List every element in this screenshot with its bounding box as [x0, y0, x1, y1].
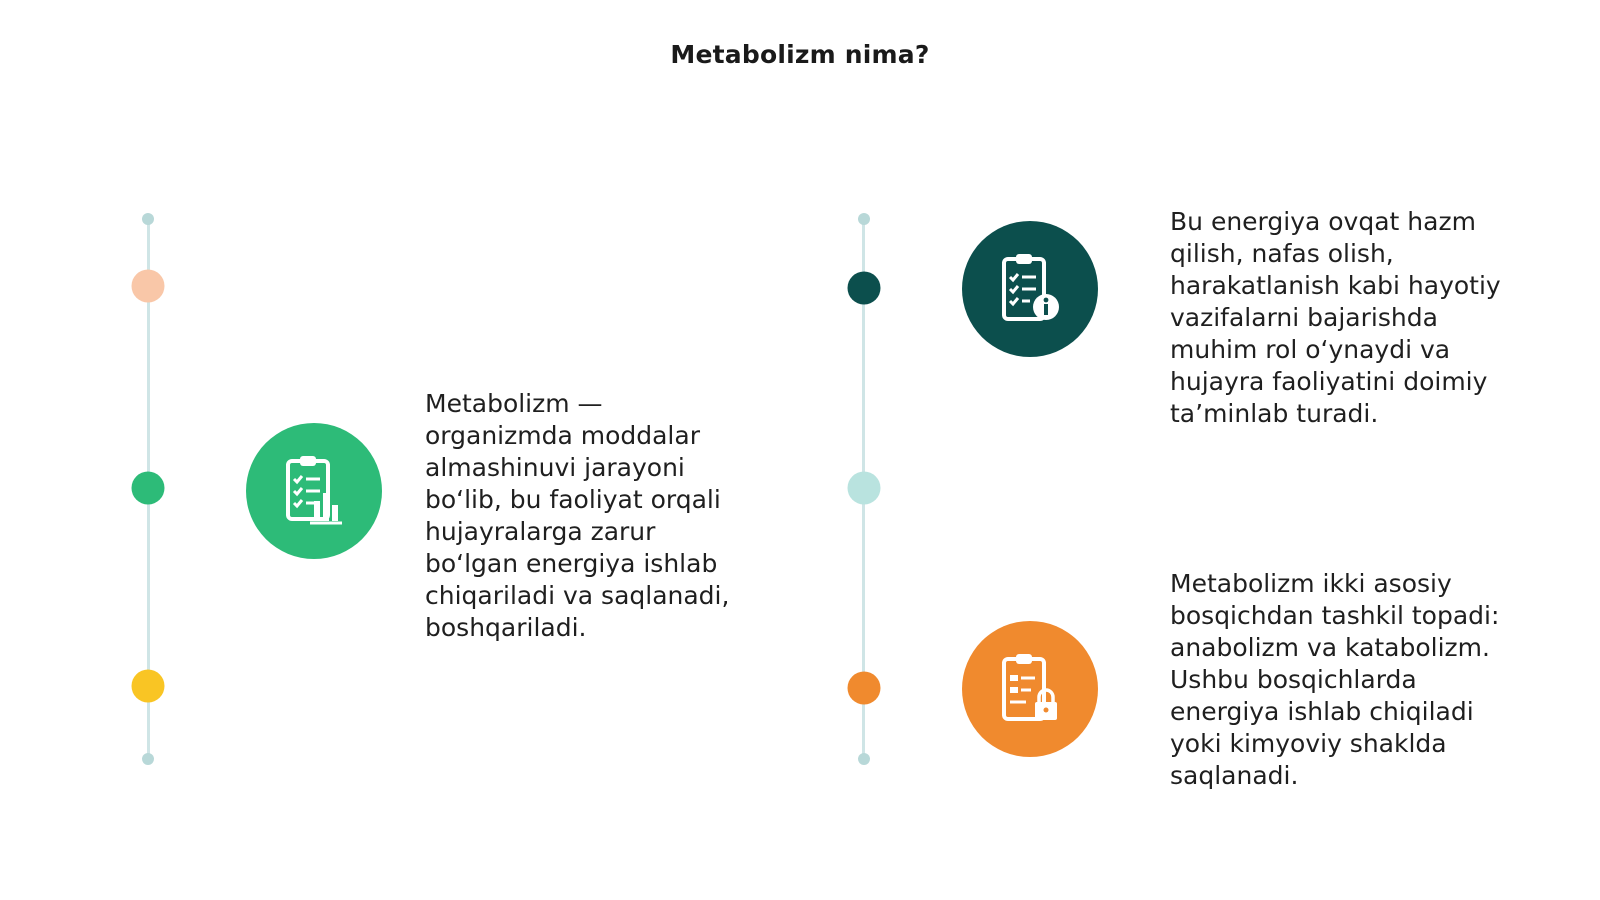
- timeline-dot: [848, 472, 881, 505]
- timeline-end-cap: [142, 753, 154, 765]
- clipboard-info-icon: [990, 249, 1070, 329]
- metabolism-definition-text: Metabolizm — organizmda moddalar almashinuvi jarayoni bo‘lib, bu faoliyat orqali hujayralarga zarur bo‘lgan energiya ishlab chiqariladi va saqlanadi, boshqariladi.: [425, 389, 730, 642]
- timeline-dot: [132, 472, 165, 505]
- clipboard-lock-icon: [990, 649, 1070, 729]
- timeline-start-cap: [142, 213, 154, 225]
- clipboard-chart-circle: [246, 423, 382, 559]
- timeline-end-cap: [858, 753, 870, 765]
- clipboard-info-circle: [962, 221, 1098, 357]
- page-title: Metabolizm nima?: [670, 40, 930, 69]
- timeline-dot: [132, 670, 165, 703]
- timeline-dot: [848, 272, 881, 305]
- timeline-dot: [848, 672, 881, 705]
- timeline-start-cap: [858, 213, 870, 225]
- metabolism-stages-text: Metabolizm ikki asosiy bosqichdan tashkil topadi: anabolizm va katabolizm. Ushbu bosqichlarda energiya ishlab chiqiladi yoki kimyoviy shaklda saqlanadi.: [1170, 569, 1500, 790]
- clipboard-lock-circle: [962, 621, 1098, 757]
- energy-role-text: Bu energiya ovqat hazm qilish, nafas olish, harakatlanish kabi hayotiy vazifalarni bajarishda muhim rol o‘ynaydi va hujayra faoliyatini doimiy ta’minlab turadi.: [1170, 207, 1501, 428]
- clipboard-chart-icon: [274, 451, 354, 531]
- timeline-dot: [132, 270, 165, 303]
